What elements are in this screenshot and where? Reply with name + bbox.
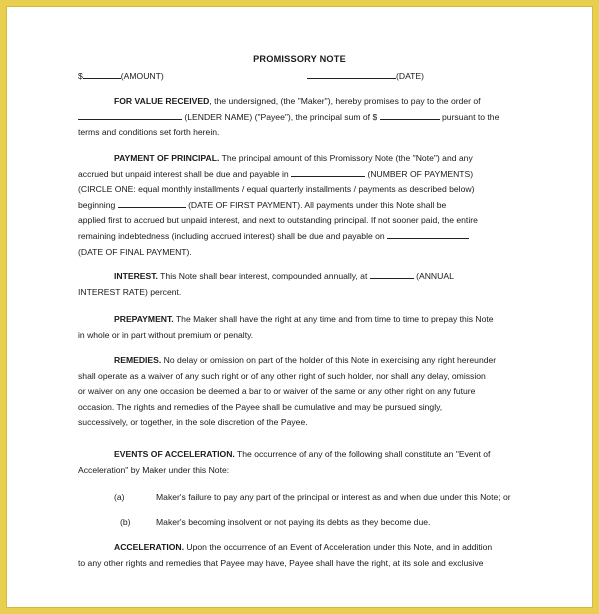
document-title: PROMISSORY NOTE — [253, 54, 346, 64]
lender-name-blank — [78, 110, 182, 120]
number-of-payments-blank — [291, 167, 365, 177]
for-value-text: , the undersigned, (the "Maker"), hereby promises to pay to the order of — [209, 96, 481, 106]
acceleration-heading: ACCELERATION. — [114, 542, 185, 552]
payment-of-principal-heading: PAYMENT OF PRINCIPAL. — [114, 153, 220, 163]
list-item-text: Maker's failure to pay any part of the principal or interest as and when due under this Note; or — [156, 492, 511, 502]
final-payment-date-blank — [387, 229, 469, 239]
remedies-heading: REMEDIES. — [114, 355, 162, 365]
interest-text: This Note shall bear interest, compounded annually, at — [160, 271, 368, 281]
interest-paragraph — [78, 269, 524, 300]
list-marker: (a) — [114, 492, 125, 502]
remedies-text: successively, or together, in the sole discretion of the Payee. — [78, 417, 308, 428]
interest-text: (ANNUAL — [416, 271, 454, 281]
first-payment-date-blank — [118, 198, 186, 208]
date-blank — [307, 69, 396, 79]
events-of-acceleration-paragraph — [78, 447, 524, 478]
principal-text: applied first to accrued but unpaid interest, and next to outstanding principal. If not sooner paid, the entire — [78, 215, 478, 226]
principal-text: The principal amount of this Promissory Note (the "Note") and any — [221, 153, 473, 163]
principal-sum-blank — [380, 110, 440, 120]
for-value-text: terms and conditions set forth herein. — [78, 127, 220, 138]
principal-text: (DATE OF FINAL PAYMENT). — [78, 246, 192, 257]
list-item-text: Maker's becoming insolvent or not paying its debts as they become due. — [156, 517, 431, 527]
for-value-paragraph — [78, 94, 524, 141]
prepayment-text: in whole or in part without premium or penalty. — [78, 329, 254, 340]
principal-text: (NUMBER OF PAYMENTS) — [367, 168, 474, 179]
amount-line — [78, 69, 164, 85]
principal-text: (CIRCLE ONE: equal monthly installments / equal quarterly installments / payments as described below) — [78, 184, 475, 195]
principal-text: beginning — [78, 199, 116, 210]
remedies-text: shall operate as a waiver of any such right or of any other right of such holder, nor shall any delay, omission — [78, 370, 486, 381]
for-value-text: (LENDER NAME) ("Payee"), the principal sum of $ — [184, 111, 378, 122]
principal-text: (DATE OF FIRST PAYMENT). All payments under this Note shall be — [188, 199, 447, 210]
amount-blank — [83, 69, 121, 79]
acceleration-paragraph — [78, 540, 524, 571]
date-line — [307, 69, 424, 85]
events-of-acceleration-heading: EVENTS OF ACCELERATION. — [114, 449, 235, 459]
remedies-text: No delay or omission on part of the holder of this Note in exercising any right hereunder — [163, 355, 497, 365]
list-item — [120, 515, 430, 531]
for-value-text: pursuant to the — [442, 111, 500, 122]
prepayment-text: The Maker shall have the right at any time and from time to time to prepay this Note — [175, 314, 494, 324]
document-page — [6, 6, 593, 608]
remedies-paragraph — [78, 353, 524, 431]
interest-rate-blank — [370, 269, 414, 279]
prepayment-heading: PREPAYMENT. — [114, 314, 174, 324]
events-text: The occurrence of any of the following shall constitute an "Event of — [237, 449, 491, 459]
for-value-heading: FOR VALUE RECEIVED — [114, 96, 210, 106]
date-label: (DATE) — [396, 71, 425, 81]
prepayment-paragraph — [78, 312, 524, 343]
events-text: Acceleration" by Maker under this Note: — [78, 464, 230, 475]
acceleration-text: Upon the occurrence of an Event of Acceleration under this Note, and in addition — [186, 542, 493, 552]
payment-of-principal-paragraph — [78, 151, 524, 260]
list-item — [114, 490, 511, 506]
interest-heading: INTEREST. — [114, 271, 158, 281]
interest-text: INTEREST RATE) percent. — [78, 286, 182, 297]
principal-text: remaining indebtedness (including accrued interest) shall be due and payable on — [78, 230, 385, 241]
amount-prefix: $ — [78, 71, 83, 81]
remedies-text: occasion. The rights and remedies of the Payee shall be cumulative and may be pursued singly, — [78, 401, 443, 412]
principal-text: accrued but unpaid interest shall be due and payable in — [78, 168, 289, 179]
remedies-text: or waiver on any one occasion be deemed a bar to or waiver of the same or any other right on any future — [78, 386, 476, 397]
acceleration-text: to any other rights and remedies that Payee may have, Payee shall have the right, at its sole and exclusive — [78, 557, 484, 568]
amount-label: (AMOUNT) — [120, 71, 164, 81]
list-marker: (b) — [120, 517, 131, 527]
